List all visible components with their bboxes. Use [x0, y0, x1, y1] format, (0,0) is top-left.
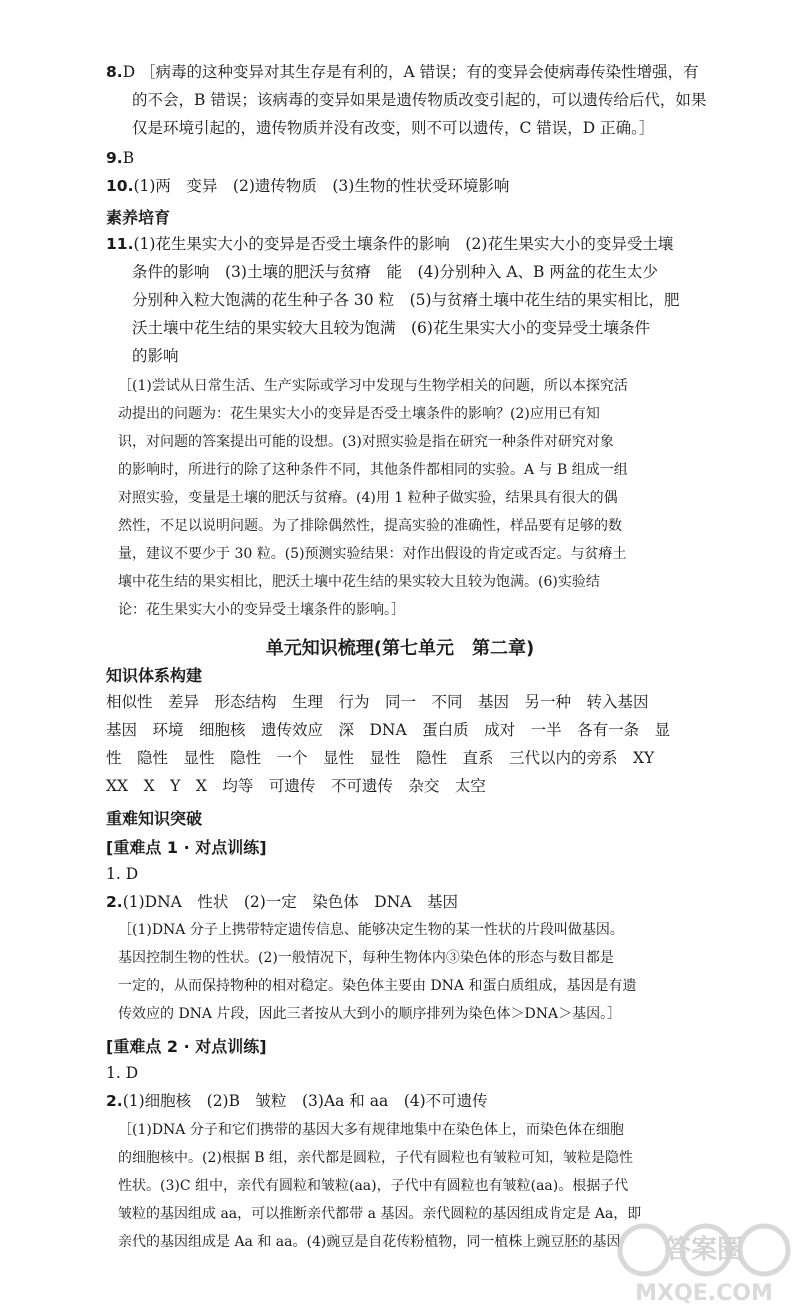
point1-explain-3: 一定的，从而保持物种的相对稳定。染色体主要由 DNA 和蛋白质组成，基因是有遗	[118, 978, 637, 994]
q11-line-2: 条件的影响 (3)土壤的肥沃与贫瘠 能 (4)分别种入 A、B 两盆的花生太少	[132, 263, 658, 281]
q11-explain-9: 论：花生果实大小的变异受土壤条件的影响。］	[118, 602, 405, 618]
tixi-line-4: XX X Y X 均等 可遗传 不可遗传 杂交 太空	[106, 777, 486, 795]
unit-title: 单元知识梳理(第七单元 第二章)	[265, 638, 535, 659]
q10-answer: 10.(1)两 变异 (2)遗传物质 (3)生物的性状受环境影响	[106, 177, 510, 195]
point1-q2: 2.(1)DNA 性状 (2)一定 染色体 DNA 基因	[106, 893, 458, 911]
q11-line-5: 的影响	[132, 347, 179, 365]
q11-line-1: 11.(1)花生果实大小的变异是否受土壤条件的影响 (2)花生果实大小的变异受土壤	[106, 235, 674, 253]
point1-title: [重难点 1 · 对点训练]	[106, 838, 267, 857]
section-heading-tixi: 知识体系构建	[106, 666, 203, 685]
q9-answer: 9.B	[106, 149, 135, 167]
point2-explain-4: 皱粒的基因组成 aa，可以推断亲代都带 a 基因。亲代圆粒的基因组成肯定是 Aa，即	[118, 1206, 642, 1222]
q11-explain-6: 然性，不足以说明问题。为了排除偶然性，提高实验的准确性，样品要有足够的数	[118, 518, 622, 534]
q11-explain-4: 的影响时，所进行的除了这种条件不同，其他条件都相同的实验。A 与 B 组成一组	[118, 462, 628, 478]
point1-explain-4: 传效应的 DNA 片段，因此三者按从大到小的顺序排列为染色体＞DNA＞基因。］	[118, 1006, 622, 1022]
tixi-line-2: 基因 环境 细胞核 遗传效应 深 DNA 蛋白质 成对 一半 各有一条 显	[106, 721, 671, 739]
tixi-line-3: 性 隐性 显性 隐性 一个 显性 显性 隐性 直系 三代以内的旁系 XY	[106, 749, 655, 767]
watermark-logo	[614, 1216, 794, 1306]
point1-explain-1: ［(1)DNA 分子上携带特定遗传信息、能够决定生物的某一性状的片段叫做基因。	[118, 922, 624, 938]
q11-explain-3: 识，对问题的答案提出可能的设想。(3)对照实验是指在研究一种条件对研究对象	[118, 434, 614, 450]
point2-explain-5: 亲代的基因组成是 Aa 和 aa。(4)豌豆是自花传粉植物，同一植株上豌豆胚的基因	[118, 1234, 621, 1250]
svg-text:MXQE.COM: MXQE.COM	[635, 1281, 773, 1306]
point2-q1: 1. D	[106, 1064, 139, 1082]
point2-title: [重难点 2 · 对点训练]	[106, 1037, 267, 1056]
q11-explain-8: 壤中花生结的果实相比，肥沃土壤中花生结的果实较大且较为饱满。(6)实验结	[118, 574, 600, 590]
q8-line-1: 8.D ［病毒的这种变异对其生存是有利的，A 错误；有的变异会使病毒传染性增强，有	[106, 63, 699, 81]
point1-q1: 1. D	[106, 865, 139, 883]
point2-explain-3: 性状。(3)C 组中，亲代有圆粒和皱粒(aa)，子代中有圆粒也有皱粒(aa)。根据子代	[118, 1178, 629, 1194]
section-heading-suyang: 素养培育	[106, 208, 171, 227]
svg-text:答案圈: 答案圈	[664, 1235, 744, 1265]
point2-explain-2: 的细胞核中。(2)根据 B 组，亲代都是圆粒，子代有圆粒也有皱粒可知，皱粒是隐性	[118, 1150, 634, 1166]
q11-line-3: 分别种入粒大饱满的花生种子各 30 粒 (5)与贫瘠土壤中花生结的果实相比，肥	[132, 291, 680, 309]
q11-explain-7: 量，建议不要少于 30 粒。(5)预测实验结果：对作出假设的肯定或否定。与贫瘠土	[118, 546, 627, 562]
q11-explain-1: ［(1)尝试从日常生活、生产实际或学习中发现与生物学相关的问题，所以本探究活	[118, 378, 628, 394]
point2-q2: 2.(1)细胞核 (2)B 皱粒 (3)Aa 和 aa (4)不可遗传	[106, 1092, 488, 1110]
section-heading-nandian: 重难知识突破	[106, 809, 203, 828]
q8-line-2: 的不会，B 错误；该病毒的变异如果是遗传物质改变引起的，可以遗传给后代，如果	[132, 91, 707, 109]
point2-explain-1: ［(1)DNA 分子和它们携带的基因大多有规律地集中在染色体上，而染色体在细胞	[118, 1122, 624, 1138]
q11-line-4: 沃土壤中花生结的果实较大且较为饱满 (6)花生果实大小的变异受土壤条件	[132, 319, 650, 337]
tixi-line-1: 相似性 差异 形态结构 生理 行为 同一 不同 基因 另一种 转入基因	[106, 693, 649, 711]
q8-line-3: 仅是环境引起的，遗传物质并没有改变，则不可以遗传，C 错误，D 正确。］	[132, 119, 655, 137]
q11-explain-5: 对照实验，变量是土壤的肥沃与贫瘠。(4)用 1 粒种子做实验，结果具有很大的偶	[118, 490, 618, 506]
q11-explain-2: 动提出的问题为：花生果实大小的变异是否受土壤条件的影响？(2)应用已有知	[118, 406, 600, 422]
point1-explain-2: 基因控制生物的性状。(2)一般情况下，每种生物体内③染色体的形态与数目都是	[118, 950, 614, 966]
